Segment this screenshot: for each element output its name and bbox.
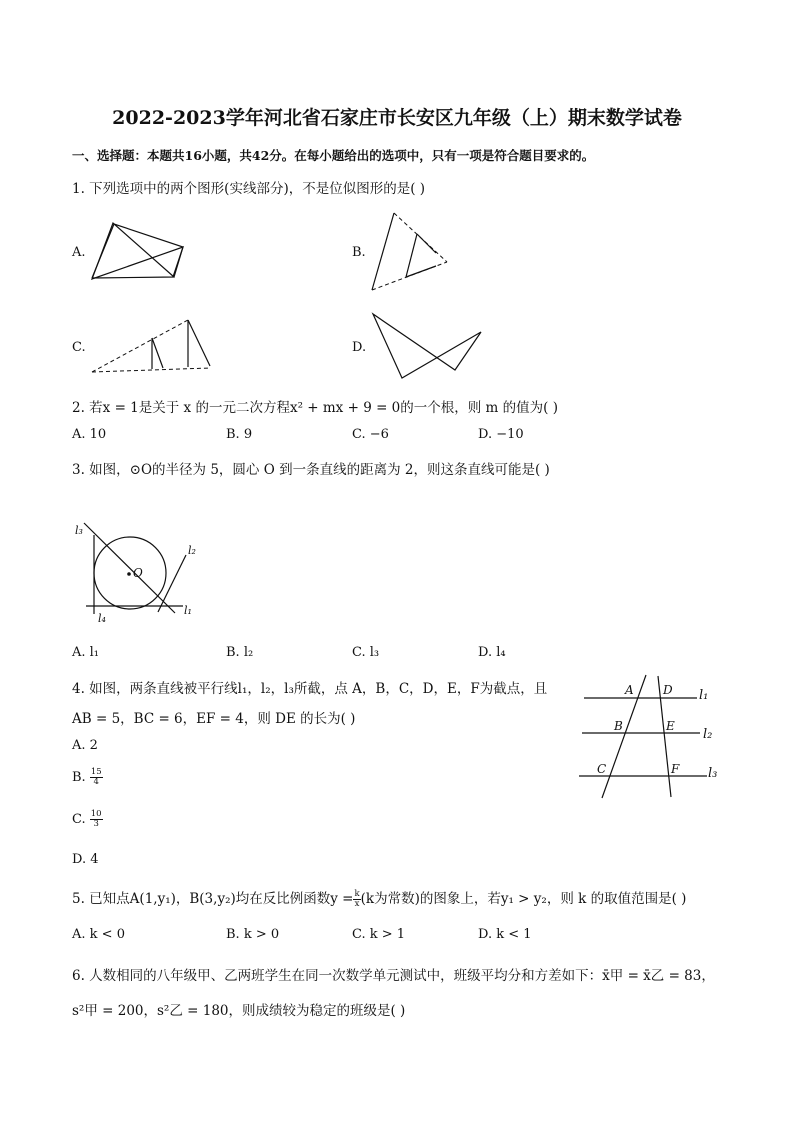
question-6-line1: 6. 人数相同的八年级甲、乙两班学生在同一次数学单元测试中，班级平均分和方差如下：x̄甲 = x̄乙 = 83，: [72, 968, 715, 984]
question-2-stem: 2. 若x = 1是关于 x 的一元二次方程x² + mx + 9 = 0的一个根，则 m 的值为( ): [72, 400, 558, 416]
q5-option-a: A. k < 0: [72, 927, 125, 942]
q4-option-d: D. 4: [72, 852, 99, 867]
q3-option-c: C. l₃: [352, 645, 380, 660]
question-5-stem: [72, 887, 686, 909]
section-heading: 一、选择题：本题共16小题，共42分。在每小题给出的选项中，只有一项是符合题目要求的。: [72, 148, 595, 163]
q3-option-b: B. l₂: [226, 645, 254, 660]
question-4-stem-line2: AB = 5，BC = 6，EF = 4，则 DE 的长为( ): [72, 711, 356, 727]
q5-stem-post: (k为常数)的图象上，若y₁ > y₂，则 k 的取值范围是( ): [360, 891, 687, 907]
q4-option-c-numerator: 10: [90, 809, 102, 819]
q2-option-b: B. 9: [226, 427, 253, 442]
q4-label-l2: l₂: [703, 727, 713, 742]
q1-option-a-label: A.: [72, 245, 86, 260]
q4-option-b: [72, 768, 103, 787]
q4-option-b-prefix: B.: [72, 770, 86, 785]
q5-stem-pre: 5. 已知点A(1,y₁)，B(3,y₂)均在反比例函数y =: [72, 891, 354, 907]
q5-option-b: B. k > 0: [226, 927, 280, 942]
page-title: 2022-2023学年河北省石家庄市长安区九年级（上）期末数学试卷: [112, 107, 682, 129]
q1-option-d-label: D.: [352, 340, 367, 355]
q4-label-l3: l₃: [708, 766, 718, 781]
q4-label-c: C: [597, 762, 607, 776]
q3-label-center: O: [133, 566, 143, 580]
q4-option-b-numerator: 15: [90, 767, 102, 777]
q4-label-b: B: [614, 719, 623, 733]
q4-option-c-fraction: [90, 810, 103, 829]
question-3-stem: 3. 如图，⊙O的半径为 5，圆心 O 到一条直线的距离为 2，则这条直线可能是( ): [72, 462, 550, 478]
q2-option-c: C. −6: [352, 427, 389, 442]
question-6-line2: s²甲 = 200，s²乙 = 180，则成绩较为稳定的班级是( ): [72, 1003, 406, 1019]
q4-option-c-prefix: C.: [72, 812, 86, 827]
q4-option-c: [72, 810, 103, 829]
q4-label-d: D: [663, 683, 673, 697]
q3-option-a: A. l₁: [72, 645, 100, 660]
q3-label-l4: l₄: [98, 612, 106, 625]
question-1-stem: 1. 下列选项中的两个图形(实线部分)，不是位似图形的是( ): [72, 181, 426, 197]
q5-fraction-denominator: x: [354, 899, 360, 909]
q5-fraction-numerator: k: [354, 889, 360, 899]
q2-option-d: D. −10: [478, 427, 524, 442]
q3-label-l1: l₁: [184, 604, 192, 617]
question-4-stem-line1: 4. 如图，两条直线被平行线l₁，l₂，l₃所截，点 A，B，C，D，E，F为截点，且: [72, 681, 548, 697]
q4-label-f: F: [671, 762, 680, 776]
q4-option-a: A. 2: [72, 738, 98, 753]
q4-option-c-denominator: 3: [93, 819, 99, 829]
q4-label-a: A: [625, 683, 634, 697]
q4-label-l1: l₁: [699, 688, 709, 703]
q5-option-d: D. k < 1: [478, 927, 532, 942]
q1-option-c-label: C.: [72, 340, 86, 355]
q4-parallel-lines-figure: [0, 0, 1, 1]
q3-label-l2: l₂: [188, 544, 196, 557]
q2-option-a: A. 10: [72, 427, 107, 442]
q4-option-b-denominator: 4: [93, 777, 99, 787]
q1-option-b-label: B.: [352, 245, 366, 260]
q5-option-c: C. k > 1: [352, 927, 406, 942]
q4-label-e: E: [666, 719, 675, 733]
q4-option-b-fraction: [90, 768, 103, 787]
q3-option-d: D. l₄: [478, 645, 506, 660]
q5-fraction: [353, 890, 360, 909]
q3-label-l3: l₃: [75, 524, 83, 537]
